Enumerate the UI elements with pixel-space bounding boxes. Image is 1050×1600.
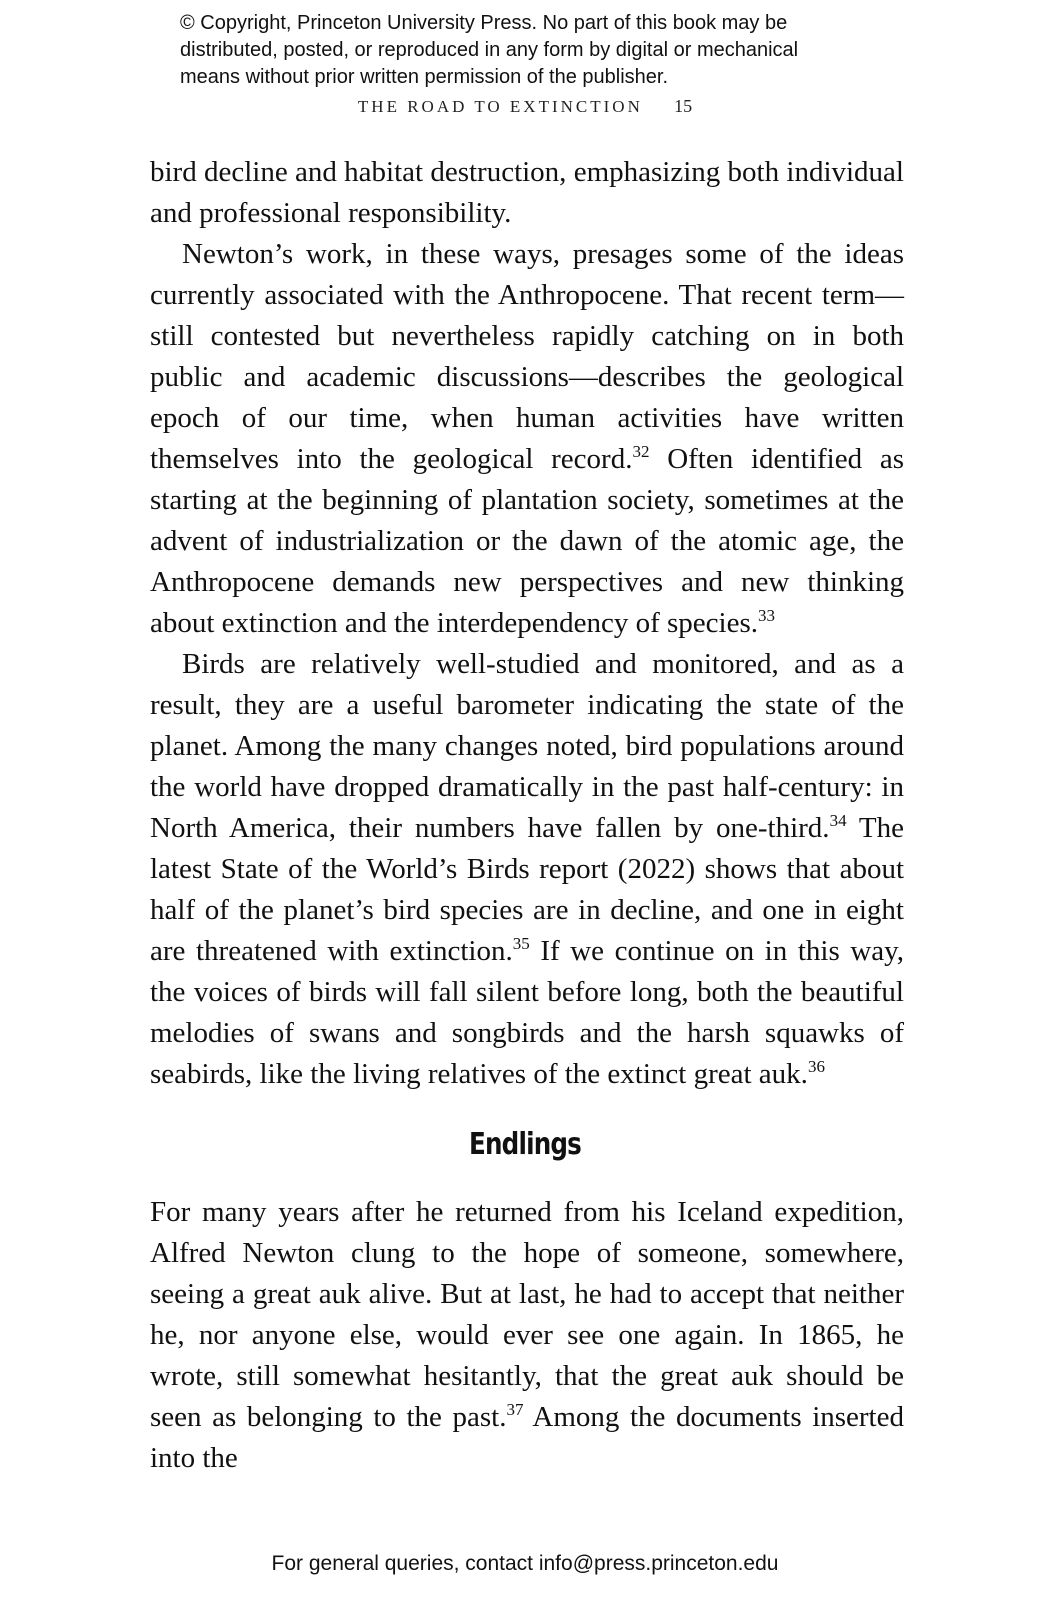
footer-contact: For general queries, contact info@press.princeton.edu <box>271 1552 779 1575</box>
paragraph-text: The latest State of the World’s Birds report (2022) shows that about half of the planet’s bird species are in decline, and one in eight are threatened with extinction. <box>150 812 904 967</box>
copyright-line: means without prior written permission of the publisher. <box>180 66 669 88</box>
body-text <box>150 152 904 1095</box>
paragraph-text: Birds are relatively well-studied and monitored, and as a result, they are a useful barometer indicating the state of the planet. Among the many changes noted, bird populations around the world have dropped dramatically in the past half-century: in North America, their numbers have fallen by one-third. <box>150 648 904 844</box>
footnote-ref: 37 <box>506 1400 524 1419</box>
running-head <box>0 96 1050 117</box>
paragraph <box>150 234 904 644</box>
paragraph-text: Newton’s work, in these ways, presages some of the ideas currently associated with the Anthropocene. That recent term—still contested but nevertheless rapidly catching on in both public and academic discussions—describes the geological epoch of our time, when human activities have written themselves into the geological record. <box>150 238 904 475</box>
footnote-ref: 33 <box>757 606 775 625</box>
copyright-notice <box>180 10 900 91</box>
footnote-ref: 36 <box>807 1057 825 1076</box>
section-body-text <box>150 1192 904 1479</box>
paragraph-text: Often identified as starting at the beginning of plantation society, sometimes at the advent of industrialization or the dawn of the atomic age, the Anthropocene demands new perspectives and new thinking about extinction and the interdependency of species. <box>150 443 904 639</box>
paragraph <box>150 1192 904 1479</box>
footnote-ref: 32 <box>632 442 650 461</box>
footnote-ref: 34 <box>829 811 847 830</box>
paragraph-text: If we continue on in this way, the voices of birds will fall silent before long, both the beautiful melodies of swans and songbirds and the harsh squawks of seabirds, like the living relatives of the extinct great auk. <box>150 935 904 1090</box>
running-head-title: THE ROAD TO EXTINCTION <box>357 97 643 116</box>
paragraph-text: Among the documents inserted into the <box>150 1401 904 1474</box>
paragraph <box>150 644 904 1095</box>
paragraph-text: For many years after he returned from his Iceland expedition, Alfred Newton clung to the hope of someone, somewhere, seeing a great auk alive. But at last, he had to accept that neither he, nor anyone else, would ever see one again. In 1865, he wrote, still somewhat hesitantly, that the great auk should be seen as belonging to the past. <box>150 1196 904 1433</box>
page-number: 15 <box>674 96 693 116</box>
footnote-ref: 35 <box>512 934 530 953</box>
copyright-line: distributed, posted, or reproduced in any form by digital or mechanical <box>180 39 799 61</box>
paragraph: bird decline and habitat destruction, emphasizing both individual and professional responsibility. <box>150 156 904 229</box>
copyright-line: © Copyright, Princeton University Press. No part of this book may be <box>180 12 788 34</box>
section-heading: Endlings <box>468 1127 582 1162</box>
